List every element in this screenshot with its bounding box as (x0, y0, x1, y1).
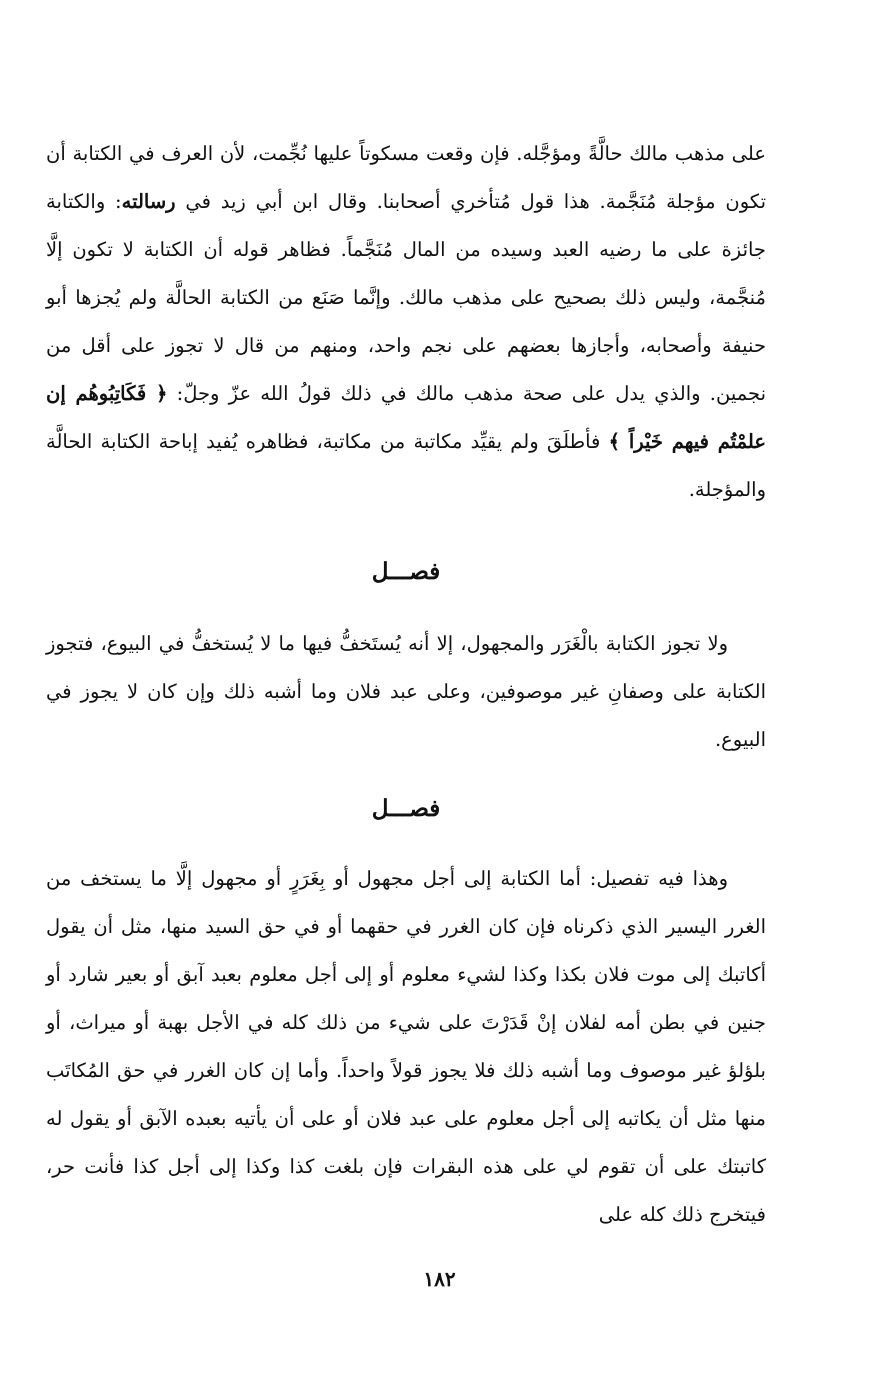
page-number: ١٨٢ (423, 1267, 456, 1291)
paragraph-1-text-c: فأطلَقَ ولم يقيِّد مكاتبة من مكاتبة، فظاهره يُفيد إباحة الكتابة الحالَّة والمؤجلة. (46, 430, 766, 501)
paragraph-2 (46, 620, 766, 764)
section-heading-2: فصـــل (371, 795, 441, 822)
paragraph-2-text: ولا تجوز الكتابة بالْغَرَر والمجهول، إلا أنه يُستَخفُّ فيها ما لا يُستخفُّ في البيوع، فتجوز الكتابة على وصفانِ غير موصوفين، وعلى عبد فلان وما أشبه ذلك وإن كان لا يجوز في البيوع. (46, 632, 766, 751)
paragraph-1-text-b: : والكتابة جائزة على ما رضيه العبد وسيده من المال مُنَجَّماً. فظاهر قوله أن الكتابة لا تكون إلَّا مُنجَّمة، وليس ذلك بصحيح على مذهب مالك. وإنَّما صَنَع من الكتابة الحالَّة ولم يُجزها أبو حنيفة وأصحابه، وأجازها بعضهم على نجم واحد، ومنهم من قال لا تجوز على أقل من نجمين. والذي يدل على صحة مذهب مالك في ذلك قولُ الله عزّ وجلّ: (46, 190, 767, 405)
paragraph-1-text-a: على مذهب مالك حالَّةً ومؤجَّله. فإن وقعت مسكوتاً عليها نُجِّمت، لأن العرف في الكتابة أن تكون مؤجلة مُنَجَّمة. هذا قول مُتأخري أصحابنا. وقال ابن أبي زيد في (46, 142, 766, 213)
paragraph-1 (46, 130, 766, 514)
bold-term-risalah: رسالته (121, 190, 176, 213)
quran-verse: ﴿ فَكَاتِبُوهُم إن علمْتُم فيهم خَيْراً ﴾ (46, 382, 767, 453)
paragraph-3-text: وهذا فيه تفصيل: أما الكتابة إلى أجل مجهول أو بِغَرَرٍ أو مجهول إلَّا ما يستخف من الغرر اليسير الذي ذكرناه فإن كان الغرر في حقهما أو في حق السيد منها، مثل أن يقول أكاتبك إلى موت فلان بكذا وكذا لشيء معلوم أو إلى أجل معلوم بعبد آبق أو بعير شارد أو جنين في بطن أمه لفلان إنْ قَدَرْتَ على شيء من ذلك كله في الأجل بهبة أو ميراث، أو بلؤلؤ غير موصوف وما أشبه ذلك فلا يجوز قولاً واحداً. وأما إن كان الغرر في حق المُكاتَب منها مثل أن يكاتبه إلى أجل معلوم على عبد فلان أو على أن يأتيه بعبده الآبق أو يقول له كاتبتك على أن تقوم لي على هذه البقرات فإن بلغت كذا وكذا إلى أجل كذا فأنت حر، فيتخرج ذلك كله على (46, 867, 766, 1226)
paragraph-3 (46, 855, 766, 1239)
section-heading-1: فصـــل (371, 558, 441, 585)
